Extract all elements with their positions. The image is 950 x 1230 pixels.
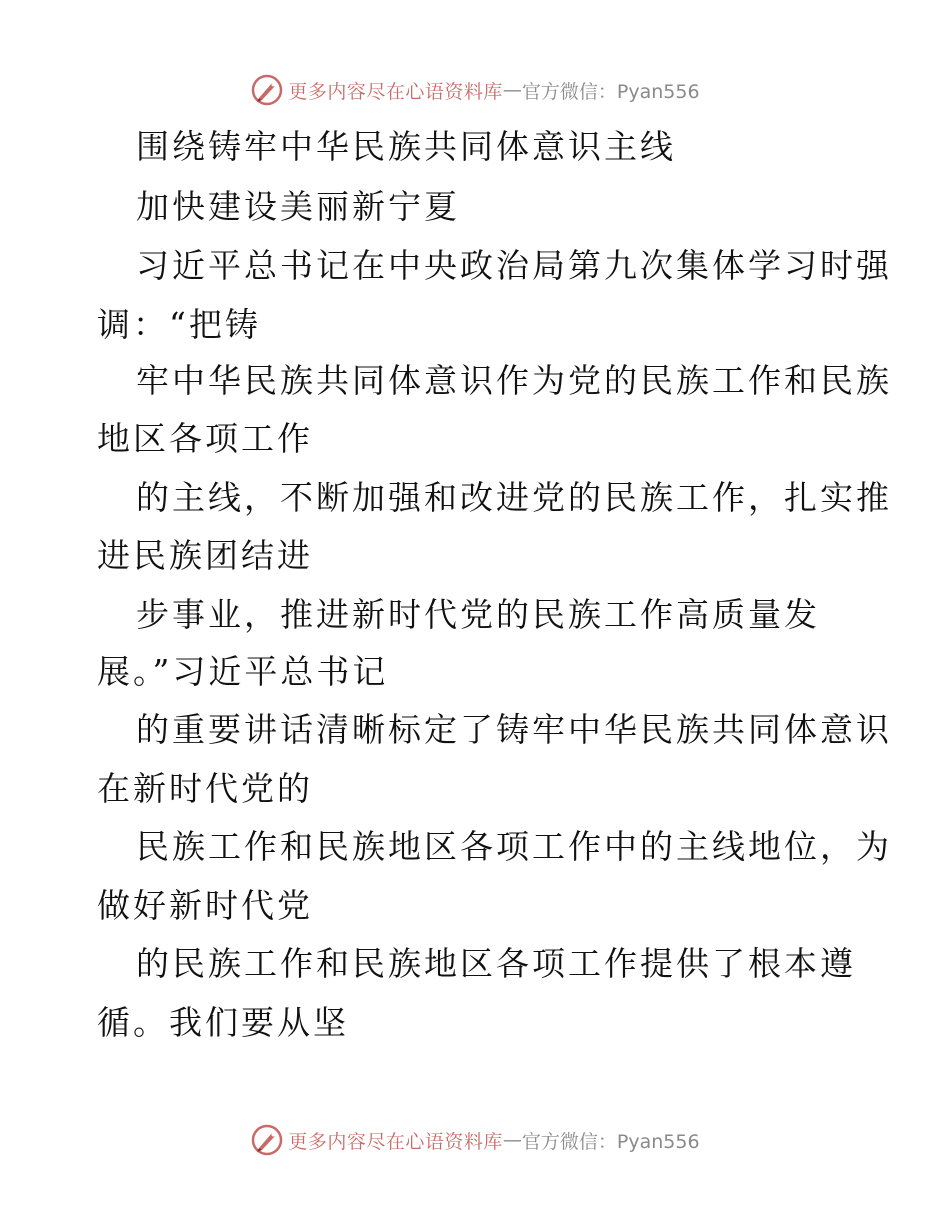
paragraph-line: 做好新时代党 bbox=[97, 886, 313, 925]
paragraph-line: 习近平总书记在中央政治局第九次集体学习时强 bbox=[136, 246, 892, 285]
watermark-brand-text: 更多内容尽在心语资料库 bbox=[288, 1130, 503, 1153]
watermark-contact-text: 官方微信：Pyan556 bbox=[521, 80, 700, 103]
pen-logo-icon bbox=[250, 1123, 284, 1157]
footer-watermark bbox=[0, 1120, 950, 1160]
watermark-separator: — bbox=[502, 79, 522, 101]
paragraph-line: 进民族团结进 bbox=[97, 536, 313, 575]
paragraph-line: 的民族工作和民族地区各项工作提供了根本遵 bbox=[136, 944, 856, 983]
watermark-brand-text: 更多内容尽在心语资料库 bbox=[288, 80, 503, 103]
watermark-contact-text: 官方微信：Pyan556 bbox=[521, 1130, 700, 1153]
paragraph-line: 的重要讲话清晰标定了铸牢中华民族共同体意识 bbox=[136, 710, 892, 749]
header-watermark bbox=[0, 70, 950, 110]
title-line-2: 加快建设美丽新宁夏 bbox=[136, 187, 460, 226]
paragraph-line: 步事业，推进新时代党的民族工作高质量发 bbox=[136, 595, 820, 634]
title-line-1: 围绕铸牢中华民族共同体意识主线 bbox=[136, 127, 676, 166]
paragraph-line: 在新时代党的 bbox=[97, 769, 313, 808]
paragraph-line: 民族工作和民族地区各项工作中的主线地位，为 bbox=[136, 827, 892, 866]
paragraph-line: 牢中华民族共同体意识作为党的民族工作和民族 bbox=[136, 361, 892, 400]
paragraph-line: 调：“把铸 bbox=[97, 305, 261, 344]
paragraph-line: 循。我们要从坚 bbox=[97, 1003, 349, 1042]
paragraph-line: 地区各项工作 bbox=[97, 419, 313, 458]
paragraph-line: 的主线，不断加强和改进党的民族工作，扎实推 bbox=[136, 478, 892, 517]
pen-logo-icon bbox=[250, 73, 284, 107]
paragraph-line: 展。”习近平总书记 bbox=[97, 652, 389, 691]
watermark-separator: — bbox=[502, 1129, 522, 1151]
